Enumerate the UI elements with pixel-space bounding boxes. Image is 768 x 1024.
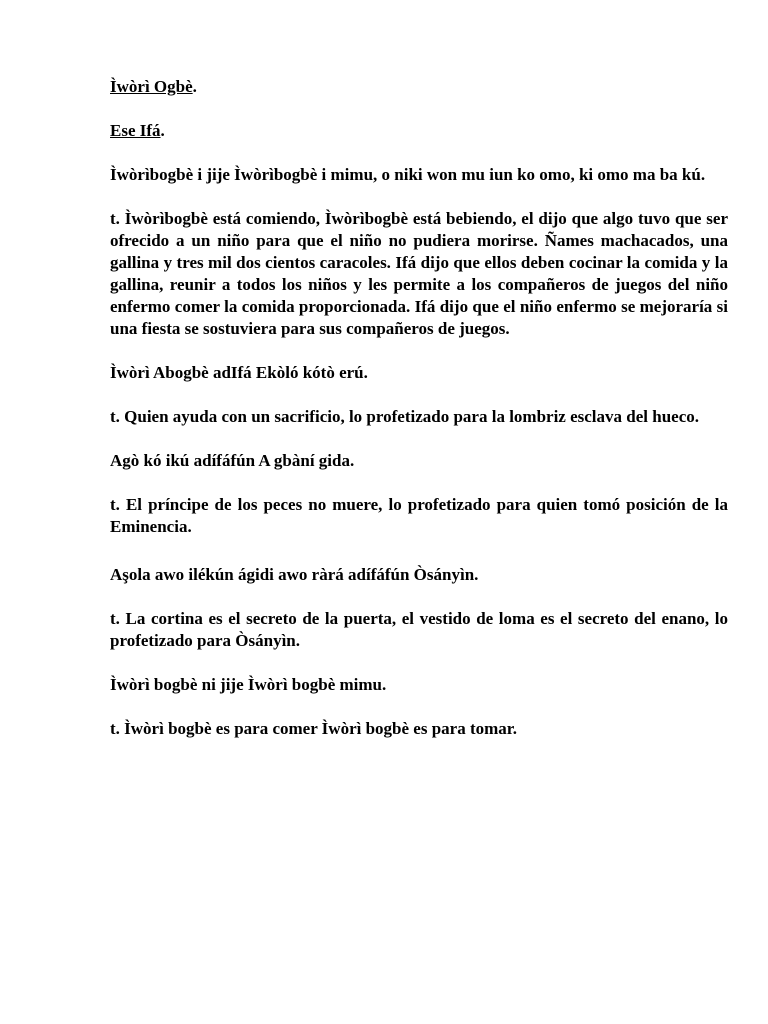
paragraph-5: Agò kó ikú adífáfún A gbàní gida.: [110, 451, 355, 470]
title-text: Ìwòrì Ogbè: [110, 77, 193, 96]
paragraph-2: t. Ìwòrìbogbè está comiendo, Ìwòrìbogbè está bebiendo, el dijo que algo tuvo que ser ofrecido a un niño para que el niño no pudiera morirse. Ñames machacados, una gallina y tres mil dos cientos caracoles. Ifá dijo que ellos deben cocinar la comida y la gallina, reunir a todos los niños y les permite a los compañeros de juegos del niño enfermo comer la comida proporcionada. Ifá dijo que el niño enfermo se mejoraría si una fiesta se sostuviera para sus compañeros de juegos.: [110, 209, 728, 338]
paragraph-10: t. Ìwòrì bogbè es para comer Ìwòrì bogbè es para tomar.: [110, 719, 518, 738]
paragraph-7: Aşola awo ilékún ágidi awo ràrá adífáfún Òsányìn.: [110, 565, 479, 584]
paragraph-4: t. Quien ayuda con un sacrificio, lo profetizado para la lombriz esclava del hueco.: [110, 407, 699, 426]
paragraph-8: t. La cortina es el secreto de la puerta, el vestido de loma es el secreto del enano, lo profetizado para Òsányìn.: [110, 609, 728, 650]
document-title: [110, 76, 728, 98]
title-punct: .: [192, 77, 197, 96]
paragraph-1: Ìwòrìbogbè i jije Ìwòrìbogbè i mimu, o niki won mu iun ko omo, ki omo ma ba kú.: [110, 165, 706, 184]
paragraph-6: t. El príncipe de los peces no muere, lo profetizado para quien tomó posición de la Eminencia.: [110, 495, 728, 536]
subtitle-text: Ese Ifá: [110, 121, 161, 140]
paragraph-9: Ìwòrì bogbè ni jije Ìwòrì bogbè mimu.: [110, 675, 387, 694]
document-subtitle: [110, 120, 728, 142]
subtitle-punct: .: [160, 121, 165, 140]
paragraph-3: Ìwòrì Abogbè adIfá Ekòló kótò erú.: [110, 363, 368, 382]
document-page: [110, 76, 728, 762]
